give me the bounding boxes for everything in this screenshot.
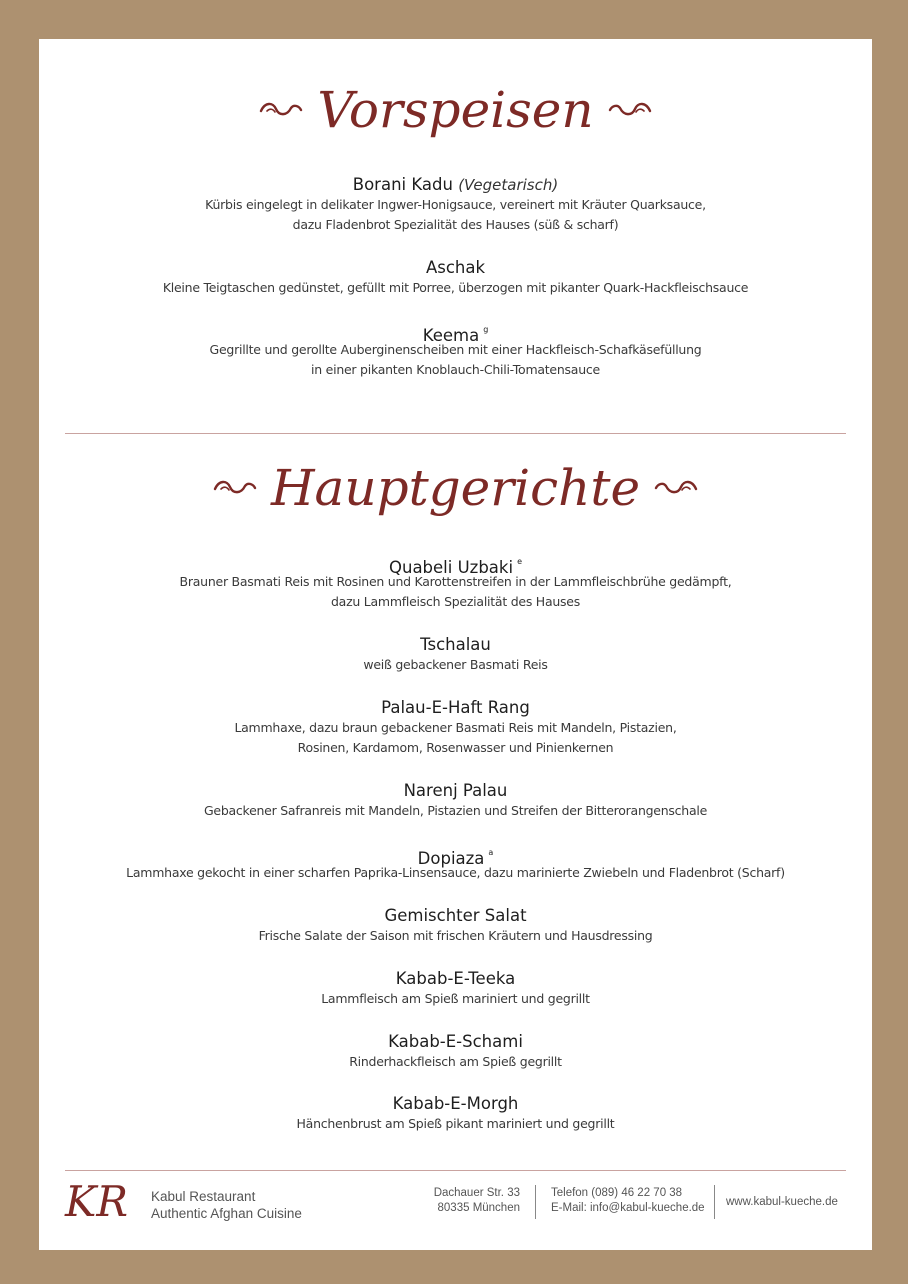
- item-description: Kleine Teigtaschen gedünstet, gefüllt mit Porree, überzogen mit pikanter Quark-Hackfleischsauce: [162, 280, 749, 295]
- menu-item: [39, 781, 872, 821]
- email-address[interactable]: E-Mail: info@kabul-kueche.de: [551, 1202, 705, 1214]
- footer-separator: [535, 1185, 536, 1219]
- section-divider: [65, 433, 846, 434]
- menu-item: [39, 843, 872, 883]
- item-name: Borani Kadu (Vegetarisch): [352, 175, 559, 194]
- item-name: Palau-E-Haft Rang: [381, 698, 530, 717]
- allergen-mark: g: [483, 325, 489, 334]
- footer-separator: [714, 1185, 715, 1219]
- item-description: dazu Lammfleisch Spezialität des Hauses: [330, 594, 581, 609]
- item-description: Rinderhackfleisch am Spieß gegrillt: [349, 1054, 562, 1069]
- allergen-mark: e: [517, 557, 522, 566]
- section-title-vorspeisen: [39, 81, 872, 139]
- item-description: weiß gebackener Basmati Reis: [363, 657, 548, 672]
- left-flourish-icon: [213, 477, 257, 499]
- item-name: Keema $^g$: [422, 325, 489, 345]
- item-name: Tschalau: [420, 635, 491, 654]
- item-name: Gemischter Salat: [384, 906, 527, 925]
- item-name: Quabeli Uzbaki $^e$: [389, 557, 522, 577]
- allergen-mark: a: [488, 848, 494, 857]
- item-description: Frische Salate der Saison mit frischen Kräutern und Hausdressing: [258, 928, 653, 943]
- item-description: Rosinen, Kardamom, Rosenwasser und Pinienkernen: [297, 740, 614, 755]
- item-description: Brauner Basmati Reis mit Rosinen und Karottenstreifen in der Lammfleischbrühe gedämpft,: [179, 574, 732, 589]
- menu-item: [39, 258, 872, 298]
- item-name: Kabab-E-Morgh: [392, 1094, 519, 1113]
- item-description: Lammfleisch am Spieß mariniert und gegrillt: [321, 991, 590, 1006]
- item-description: in einer pikanten Knoblauch-Chili-Tomatensauce: [311, 362, 600, 377]
- left-flourish-icon: [259, 99, 303, 121]
- website-link[interactable]: www.kabul-kueche.de: [726, 1196, 838, 1208]
- footer-divider: [65, 1170, 846, 1171]
- menu-page: [39, 39, 872, 1250]
- item-name: Kabab-E-Schami: [388, 1032, 523, 1051]
- menu-item: [39, 635, 872, 675]
- menu-item: [39, 320, 872, 380]
- menu-item: [39, 906, 872, 946]
- item-name: Aschak: [425, 258, 486, 277]
- item-description: Kürbis eingelegt in delikater Ingwer-Honigsauce, vereinert mit Kräuter Quarksauce,: [205, 197, 706, 212]
- item-name: Dopiaza $^a$: [417, 848, 494, 868]
- street: Dachauer Str. 33: [433, 1187, 520, 1199]
- item-description: Hänchenbrust am Spieß pikant mariniert und gegrillt: [296, 1116, 615, 1131]
- item-description: Gebackener Safranreis mit Mandeln, Pistazien und Streifen der Bitterorangenschale: [203, 803, 708, 818]
- item-description: Lammhaxe gekocht in einer scharfen Paprika-Linsensauce, dazu marinierte Zwiebeln und Fladenbrot (Scharf): [126, 865, 785, 880]
- brand-name: Kabul Restaurant: [151, 1189, 256, 1204]
- item-name: Narenj Palau: [403, 781, 508, 800]
- brand-block: [151, 1188, 302, 1222]
- city: 80335 München: [437, 1202, 520, 1214]
- menu-item: [39, 175, 872, 235]
- logo-text: KR: [65, 1177, 128, 1226]
- menu-item: [39, 1032, 872, 1072]
- item-description: Gegrillte und gerollte Auberginenscheiben mit einer Hackfleisch-Schafkäsefüllung: [209, 342, 702, 357]
- item-description: dazu Fladenbrot Spezialität des Hauses (süß & scharf): [292, 217, 619, 232]
- section-title-hauptgerichte: [39, 459, 872, 517]
- menu-item: [39, 969, 872, 1009]
- brand-tagline: Authentic Afghan Cuisine: [151, 1206, 302, 1221]
- item-name: Kabab-E-Teeka: [395, 969, 516, 988]
- menu-item: [39, 1094, 872, 1134]
- menu-item: [39, 552, 872, 612]
- phone-number[interactable]: Telefon (089) 46 22 70 38: [551, 1187, 683, 1199]
- vorspeisen-title-text: Vorspeisen: [317, 81, 594, 139]
- contact-block: [551, 1186, 705, 1216]
- item-description: Lammhaxe, dazu braun gebackener Basmati Reis mit Mandeln, Pistazien,: [234, 720, 677, 735]
- restaurant-logo: [63, 1176, 135, 1226]
- hauptgerichte-title-text: Hauptgerichte: [270, 459, 641, 517]
- menu-item: [39, 698, 872, 758]
- address-block: [434, 1186, 520, 1216]
- right-flourish-icon: [654, 477, 698, 499]
- right-flourish-icon: [608, 99, 652, 121]
